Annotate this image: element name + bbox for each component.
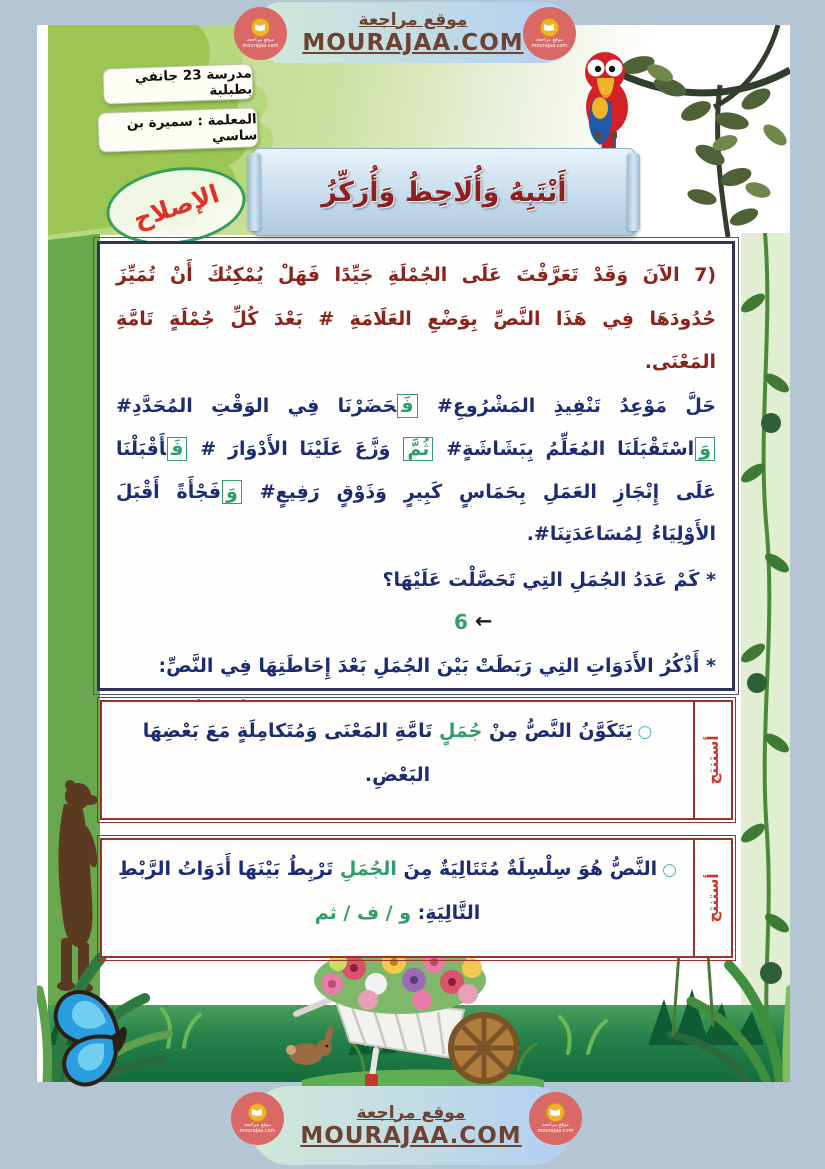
site-logo-badge [523,7,576,60]
badge-text-en: mourajaa.com [239,1128,276,1134]
badge-text-en: mourajaa.com [242,43,279,49]
school-name-box: مدرسة 23 جانفي بطبلبة [102,63,253,104]
site-domain-link[interactable]: MOURAJAA.COM [302,29,524,56]
circle-bullet-icon: ○ [637,722,653,742]
site-logo-badge [529,1092,582,1145]
badge-text-en: mourajaa.com [531,43,568,49]
question-text: الآنَ وَقَدْ تَعَرَّفْتَ عَلَى الجُمْلَةِ جَيِّدًا فَهَلْ يُمْكِنُكَ أَنْ تُمَيِّزَ حُدُودَهَا فِي هَذَا النَّصِّ بِوَضْعِ العَلَامَةِ # بَعْدَ كُلِّ جُمْلَةٍ تَامَّةِ المَعْنَى. [116,264,716,374]
question-number: 7) [694,264,717,286]
highlight-word: الجُمَلِ [339,858,397,880]
badge-text-en: mourajaa.com [537,1128,574,1134]
site-name-link[interactable]: موقع مراجعة [356,1102,466,1123]
conclusion-segment: يَتَكَوَّنُ النَّصُّ مِنْ [482,720,633,742]
conclusion-2-text [102,840,693,956]
highlight-word: جُمَلٍ [438,720,483,742]
site-logo-badge [231,1092,284,1145]
tools-question: * أَذْكُرُ الأَدَوَاتِ التِي رَبَطَتْ بَيْنَ الجُمَلِ بَعْدَ إِحَاطَتِهَا فِي النَّصِّ: [158,654,716,677]
book-icon [251,18,270,37]
connector-highlight: فَ [167,437,187,461]
site-name-link[interactable]: موقع مراجعة [358,9,468,30]
conclusion-tab [693,702,731,818]
question-7 [116,254,716,385]
connector-highlight: ثُمَّ [403,437,433,461]
teacher-name-box: المعلمة : سميرة بن ساسي [97,107,258,153]
count-question: * كَمْ عَدَدُ الجُمَلِ التِي تَحَصَّلْت عَلَيْهَا؟ [382,569,716,592]
text-segment: فَجْأَةً أَقْبَلَ الأَوْلِيَاءُ لِمُسَاعَدَتِنَا#. [116,480,716,546]
book-icon [248,1103,267,1122]
text-segment: اسْتَقْبَلَنَا المُعَلِّمُ بِبَشَاشَةٍ# [434,437,695,460]
correction-label: الإصلاح [129,178,223,234]
text-segment: أَقْبَلْنَا عَلَى إِنْجَازِ العَمَلِ بِحَمَاسٍ كَبِيرٍ وَذَوْقٍ رَفِيعٍ# [116,437,716,503]
banner-title: أَنْتَبِهُ وَأُلَاحِظُ وَأُرَكِّزُ [321,176,567,208]
text-segment: حَلَّ مَوْعِدُ تَنْفِيذِ المَشْرُوعِ# [418,395,716,418]
conclusion-segment: النَّصُّ هُوَ سِلْسِلَةٌ مُتَتَالِيَةٌ مِنَ [396,858,658,880]
badge-text-ar: موقع مراجعة [244,1121,271,1128]
highlight-tools: و / ف / ثم [314,901,412,924]
connector-highlight: وَ [222,480,242,504]
badge-text-ar: موقع مراجعة [542,1121,569,1128]
badge-text-ar: موقع مراجعة [536,36,563,43]
site-logo-badge [234,7,287,60]
conclusion-box-1 [100,700,733,820]
conclusion-box-2 [100,838,733,958]
connector-highlight: وَ [695,437,715,461]
book-icon [546,1103,565,1122]
lesson-banner-scroll [253,148,635,236]
left-arrow-icon: ← [474,608,493,633]
text-segment: وَزَّعَ عَلَيْنَا الأَدْوَارَ # [188,437,403,460]
exercise-text [116,385,716,556]
site-banner-bottom [250,1086,572,1165]
conclusion-label: أستنتج [704,735,722,785]
site-domain-link[interactable]: MOURAJAA.COM [300,1122,522,1149]
flower-cart-illustration [272,938,572,1088]
book-icon [540,18,559,37]
exercise-box [97,241,735,691]
badge-text-ar: موقع مراجعة [247,36,274,43]
count-answer: 6 [454,609,468,634]
circle-bullet-icon: ○ [662,860,677,880]
conclusion-label: أستنتج [704,873,722,923]
conclusion-tab [693,840,731,956]
text-segment: حَضَرْنَا فِي الوَقْتِ المُحَدَّدِ# [116,395,397,418]
conclusion-1-text [102,702,693,818]
conclusion-segment: تَرْبِطُ بَيْنَهَا أَدَوَاتُ الرَّبْطِ التَّالِيَةِ: [118,858,481,924]
butterfly-illustration [40,972,190,1097]
connector-highlight: فَ [397,394,417,418]
count-answer-row [116,602,716,642]
conclusion-segment: تَامَّةِ المَعْنَى وَمُتَكامِلَةٍ مَعَ بَعْضِهَا البَعْضِ. [142,720,439,786]
